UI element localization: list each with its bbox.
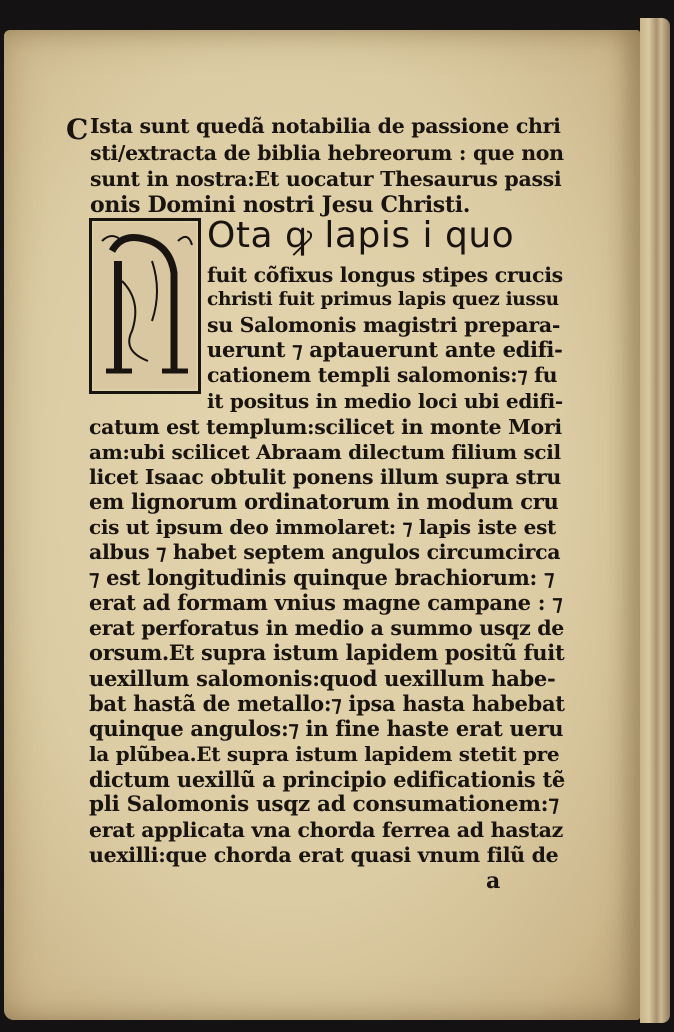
text-line: licet Isaac obtulit ponens illum supra stru (89, 465, 562, 489)
text-line: cis ut ipsum deo immolaret: ⁊ lapis iste est (89, 515, 556, 539)
text-line: su Salomonis magistri prepara- (207, 313, 561, 337)
text-line: pli Salomonis usqz ad consumationem:⁊ (89, 792, 559, 817)
text-line: orsum.Et supra istum lapidem positũ fuit (89, 640, 565, 665)
text-line: it positus in medio loci ubi edifi- (207, 389, 563, 413)
text-line: christi fuit primus lapis quez iussu (207, 289, 559, 310)
text-line: sti/extracta de biblia hebreorum : que non (90, 141, 564, 165)
text-line: Ista sunt quedã notabilia de passione chri (90, 114, 561, 138)
text-line-large: Ota ꝙ lapis i quo (207, 215, 515, 256)
text-line: fuit cõfixus longus stipes crucis (207, 263, 563, 287)
text-line: uexillum salomonis:quod uexillum habe- (89, 666, 556, 691)
text-line: erat perforatus in medio a summo usqz de (89, 616, 565, 640)
text-line: onis Domini nostri Jesu Christi. (90, 192, 471, 218)
text-line: erat applicata vna chorda ferrea ad hastaz (89, 818, 563, 842)
text-line: uerunt ⁊ aptauerunt ante edifi- (207, 337, 563, 362)
text-line: cationem templi salomonis:⁊ fu (207, 363, 558, 387)
text-line: sunt in nostra:Et uocatur Thesaurus passi (90, 167, 562, 191)
text-line: am:ubi scilicet Abraam dilectum filium scil (89, 440, 561, 464)
text-line: ⁊ est longitudinis quinque brachiorum: ⁊ (89, 565, 555, 590)
text-line: la plũbea.Et supra istum lapidem stetit pre (89, 742, 560, 766)
text-line: quinque angulos:⁊ in fine haste erat ueru (89, 716, 564, 741)
text-line: catum est templum:scilicet in monte Mori (89, 415, 562, 439)
text-line: albus ⁊ habet septem angulos circumcirca (89, 540, 561, 564)
catchword: a (486, 868, 500, 894)
page-edge (640, 18, 670, 1023)
text-line: uexilli:que chorda erat quasi vnum filũ de (89, 843, 559, 867)
paragraph-mark: C (66, 113, 89, 146)
initial-n-icon (92, 221, 198, 391)
text-line: erat ad formam vnius magne campane : ⁊ (89, 590, 563, 615)
text-line: bat hastã de metallo:⁊ ipsa hasta habebat (89, 691, 565, 716)
decorated-initial-n (89, 218, 201, 394)
text-line: dictum uexillũ a principio edificationis tẽ (89, 767, 565, 792)
text-line: em lignorum ordinatorum in modum cru (89, 489, 559, 514)
